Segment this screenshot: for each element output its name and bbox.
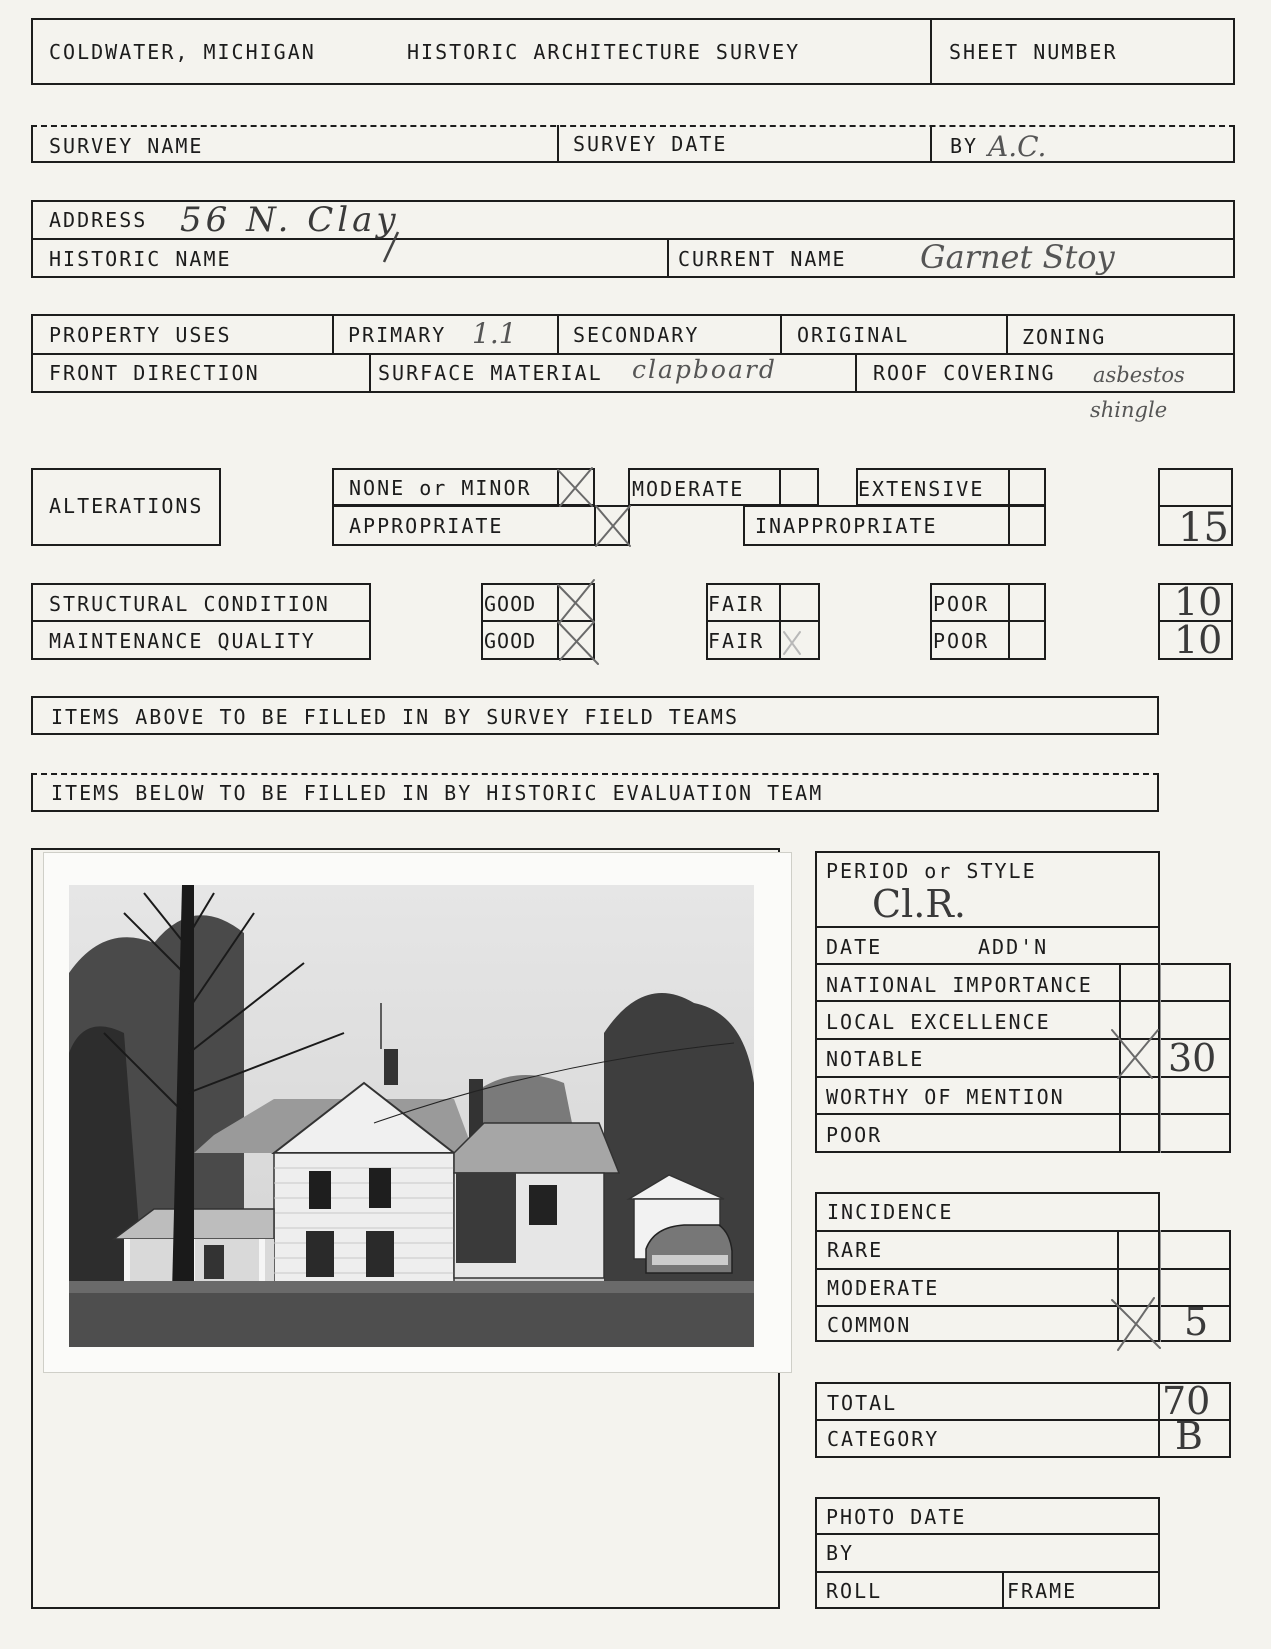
structural-condition-label: STRUCTURAL CONDITION (49, 592, 330, 616)
frame-label: FRAME (1007, 1579, 1078, 1603)
appropriate-label: APPROPRIATE (349, 514, 504, 538)
original-label: ORIGINAL (797, 323, 910, 347)
surface-material-value: clapboard (632, 355, 777, 384)
roll-label: ROLL (826, 1579, 883, 1603)
survey-date-label: SURVEY DATE (573, 132, 728, 156)
address-label: ADDRESS (49, 208, 148, 232)
structural-fair-label: FAIR (708, 592, 765, 616)
primary-label: PRIMARY (348, 323, 447, 347)
note-below: ITEMS BELOW TO BE FILLED IN BY HISTORIC EVALUATION TEAM (51, 781, 824, 805)
surface-material-label: SURFACE MATERIAL (378, 361, 603, 385)
roof-covering-value-2: shingle (1090, 398, 1168, 422)
alterations-label: ALTERATIONS (49, 494, 204, 518)
incidence-label: INCIDENCE (827, 1200, 954, 1224)
rare-label: RARE (827, 1238, 884, 1262)
current-name-label: CURRENT NAME (678, 247, 847, 271)
alteration-moderate-label: MODERATE (632, 477, 745, 501)
secondary-label: SECONDARY (573, 323, 700, 347)
notable-score: 30 (1168, 1036, 1217, 1080)
address-value: 56 N. Clay (180, 200, 400, 240)
maintenance-fair-label: FAIR (708, 629, 765, 653)
current-name-value: Garnet Stoy (920, 238, 1115, 276)
category-value: B (1175, 1414, 1203, 1458)
structural-score: 10 (1174, 580, 1223, 624)
worthy-of-mention-label: WORTHY OF MENTION (826, 1085, 1065, 1109)
house-photo-image (44, 853, 793, 1374)
primary-value: 1.1 (472, 317, 517, 350)
addn-label: ADD'N (978, 935, 1049, 959)
house-photo (43, 852, 792, 1373)
extensive-label: EXTENSIVE (858, 477, 985, 501)
period-value: Cl.R. (872, 882, 966, 926)
structural-good-label: GOOD (484, 592, 537, 616)
maintenance-good-label: GOOD (484, 629, 537, 653)
total-value: 70 (1162, 1379, 1211, 1423)
inappropriate-label: INAPPROPRIATE (755, 514, 938, 538)
incidence-moderate-label: MODERATE (827, 1276, 940, 1300)
structural-poor-label: POOR (933, 592, 990, 616)
photo-by-label: BY (826, 1541, 855, 1565)
form-title: HISTORIC ARCHITECTURE SURVEY (407, 40, 801, 64)
period-label: PERIOD or STYLE (826, 859, 1037, 883)
date-label: DATE (826, 935, 883, 959)
category-label: CATEGORY (827, 1427, 940, 1451)
notable-label: NOTABLE (826, 1047, 925, 1071)
common-score: 5 (1184, 1300, 1209, 1344)
sheet-number-label: SHEET NUMBER (949, 40, 1118, 64)
national-importance-label: NATIONAL IMPORTANCE (826, 973, 1093, 997)
property-uses-label: PROPERTY USES (49, 323, 232, 347)
roof-covering-value-1: asbestos (1093, 363, 1185, 387)
total-label: TOTAL (827, 1391, 898, 1415)
survey-name-label: SURVEY NAME (49, 134, 204, 158)
roof-covering-label: ROOF COVERING (873, 361, 1056, 385)
maintenance-quality-label: MAINTENANCE QUALITY (49, 629, 316, 653)
survey-by-value: A.C. (988, 130, 1047, 163)
note-above: ITEMS ABOVE TO BE FILLED IN BY SURVEY FIELD TEAMS (51, 705, 740, 729)
local-excellence-label: LOCAL EXCELLENCE (826, 1010, 1051, 1034)
survey-by-label: BY (950, 134, 979, 158)
none-minor-label: NONE or MINOR (349, 476, 532, 500)
historic-name-label: HISTORIC NAME (49, 247, 232, 271)
common-label: COMMON (827, 1313, 912, 1337)
maintenance-score: 10 (1174, 618, 1223, 662)
zoning-label: ZONING (1022, 325, 1107, 349)
alterations-score: 15 (1178, 505, 1229, 551)
photo-date-label: PHOTO DATE (826, 1505, 967, 1529)
maintenance-poor-label: POOR (933, 629, 990, 653)
evaluation-poor-label: POOR (826, 1123, 883, 1147)
city-label: COLDWATER, MICHIGAN (49, 40, 316, 64)
front-direction-label: FRONT DIRECTION (49, 361, 260, 385)
